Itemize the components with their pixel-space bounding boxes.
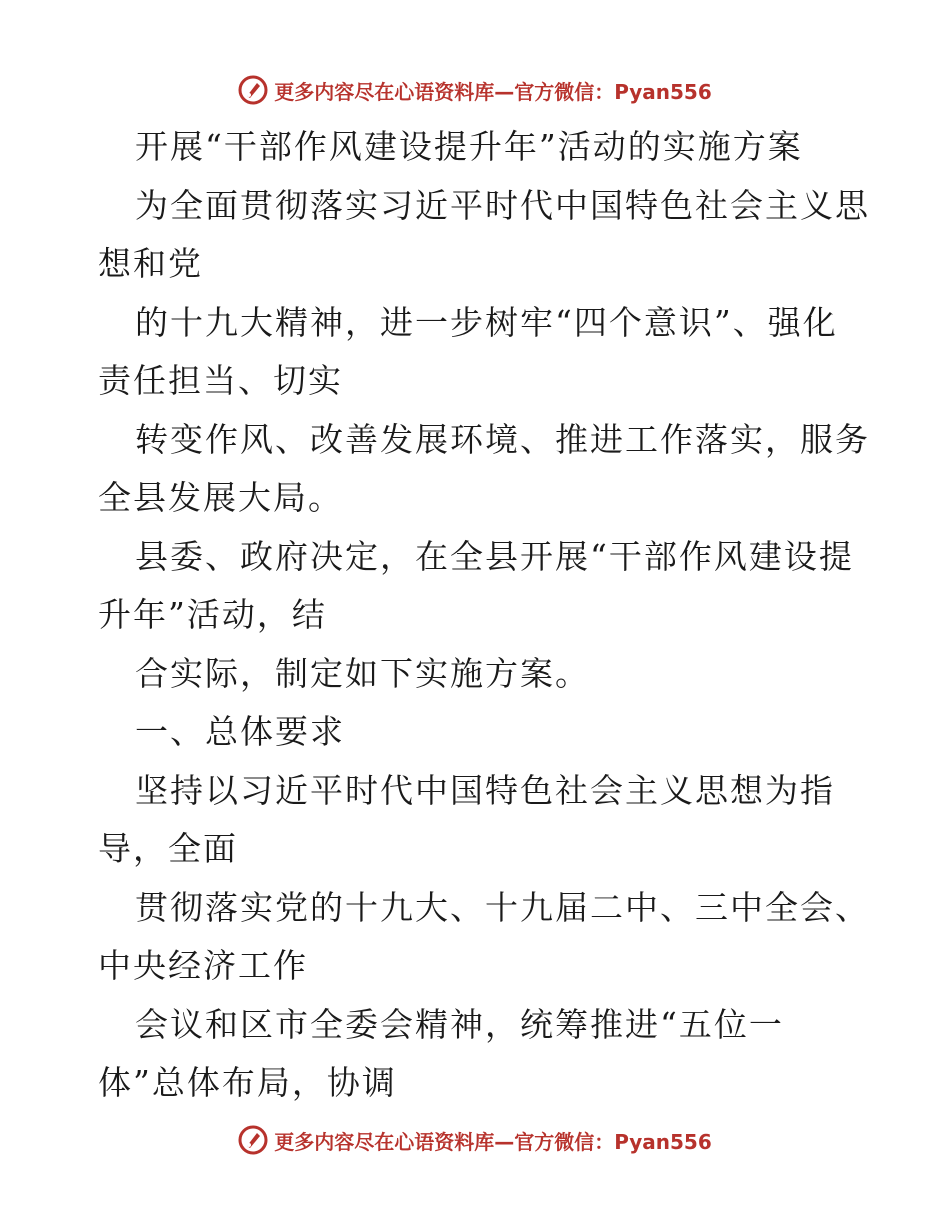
document-body (98, 118, 870, 1113)
pen-nib-logo-icon (238, 1125, 268, 1155)
text-line: 责任担当、切实 (98, 361, 343, 400)
header-watermark (0, 70, 950, 110)
watermark-text: 更多内容尽在心语资料库—官方微信：Pyan556 (274, 1129, 712, 1154)
text-line: 贯彻落实党的十九大、十九届二中、三中全会、 (135, 887, 870, 927)
text-line: 县委、政府决定，在全县开展“干部作风建设提 (135, 536, 854, 576)
text-line: 一、总体要求 (135, 712, 345, 751)
text-line: 会议和区市全委会精神，统筹推进“五位一 (135, 1004, 784, 1044)
text-line: 中央经济工作 (98, 946, 308, 985)
text-line: 全县发展大局。 (98, 478, 343, 517)
text-line: 的十九大精神，进一步树牢“四个意识”、强化 (135, 302, 838, 342)
text-line: 转变作风、改善发展环境、推进工作落实，服务 (135, 419, 870, 459)
text-line: 体”总体布局，协调 (98, 1063, 397, 1102)
text-line: 开展“干部作风建设提升年”活动的实施方案 (135, 127, 803, 166)
text-line: 坚持以习近平时代中国特色社会主义思想为指 (135, 770, 835, 810)
text-line: 导，全面 (98, 829, 238, 868)
text-line: 升年”活动，结 (98, 595, 327, 634)
text-line: 合实际，制定如下实施方案。 (135, 653, 590, 693)
pen-nib-logo-icon (238, 75, 268, 105)
text-line: 想和党 (98, 244, 203, 283)
text-line: 为全面贯彻落实习近平时代中国特色社会主义思 (135, 185, 870, 225)
watermark-text: 更多内容尽在心语资料库—官方微信：Pyan556 (274, 79, 712, 104)
footer-watermark (0, 1120, 950, 1160)
